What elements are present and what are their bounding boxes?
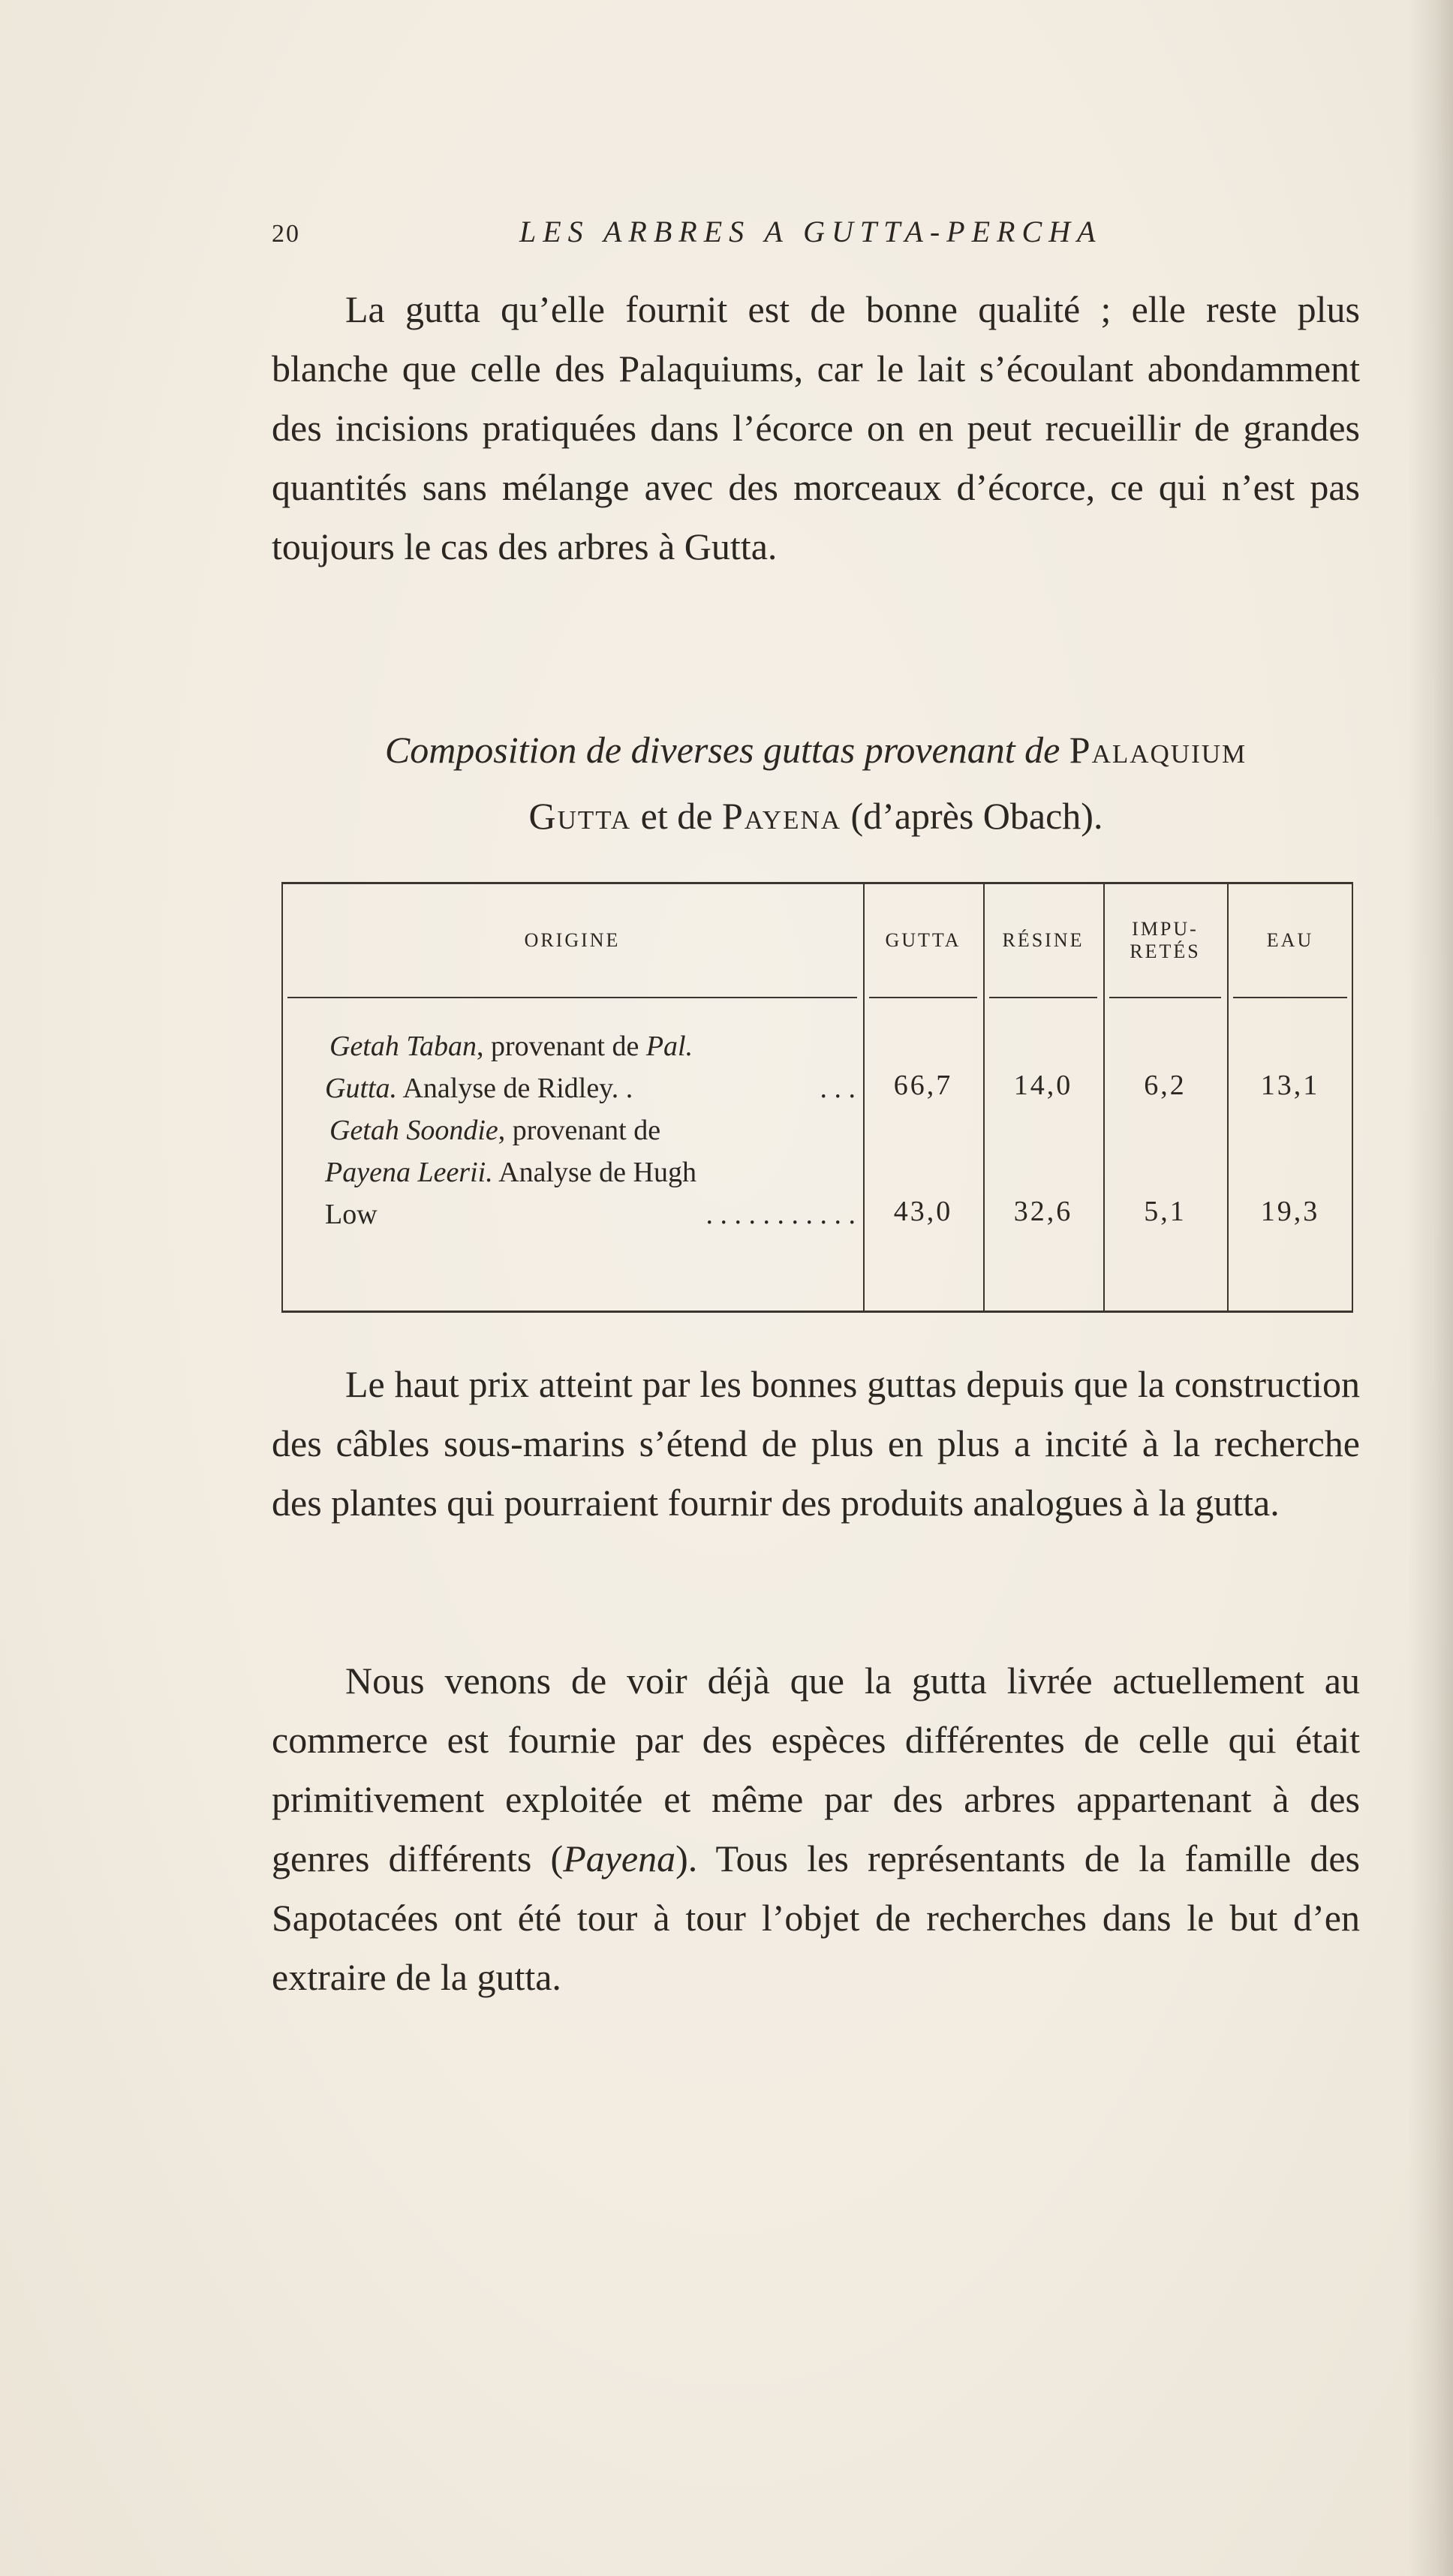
header-impuretes <box>1103 884 1227 997</box>
paragraph-1: La gutta qu’elle fournit est de bonne qualité ; elle reste plus blanche que celle des Palaquiums, car le lait s’écoulant abondamment des incisions pratiquées dans l’écorce on en peut recueillir de grandes quantités sans mélange avec des morceaux d’écorce, ce qui n’est pas toujours le cas des arbres à Gutta. <box>272 288 1360 567</box>
row-2-line-1 <box>281 1109 863 1151</box>
caption-source: (d’après Obach). <box>850 795 1103 837</box>
caption-italic-text: Composition de diverses guttas provenant de <box>384 729 1060 771</box>
caption-genus-palaquium: Palaquium <box>1069 729 1247 771</box>
caption-connector: et de <box>640 795 713 837</box>
row-2-analyst: Analyse de Hugh <box>492 1157 696 1188</box>
row-1-text: , provenant de <box>477 1031 646 1062</box>
row-2-origine <box>281 1109 863 1235</box>
caption-genus-payena: Payena <box>721 795 842 837</box>
row-2-name: Getah Soondie <box>329 1115 498 1146</box>
header-gutta: GUTTA <box>885 929 961 951</box>
header-rule-2 <box>989 997 1097 998</box>
row-2-species: Payena Leerii. <box>325 1157 493 1188</box>
row-1-name: Getah Taban <box>329 1031 477 1062</box>
caption-line-2 <box>272 783 1360 849</box>
paragraph-2: Le haut prix atteint par les bonnes guttas depuis que la construction des câbles sous-marins s’étend de plus en plus a incité à la recherche des plantes qui pourraient fournir des produits analogues à la gutta. <box>272 1363 1360 1524</box>
paragraph-3-part-b: ). Tous les représentants de la famille des Sapotacées ont été tour à tour l’objet de recherches dans le but d’en extraire de la gutta. <box>272 1837 1360 1998</box>
paragraph-3-part-a: Nous venons de voir déjà que la gutta livrée actuellement au commerce est fournie par des espèces différentes de celle qui était primitivement exploitée et même par des arbres appartenant à des genres différents ( <box>272 1660 1360 1879</box>
running-title: LES ARBRES A GUTTA-PERCHA <box>519 215 1103 248</box>
row-2-eau: 19,3 <box>1260 1196 1320 1227</box>
composition-table <box>281 882 1353 1313</box>
row-2-line-3 <box>281 1193 863 1235</box>
row-2-analyst-end: Low <box>325 1199 378 1230</box>
row-2-gutta: 43,0 <box>893 1196 953 1227</box>
row-1-line-2 <box>281 1067 863 1109</box>
paragraph-3 <box>272 1651 1360 2007</box>
row-1-leader-dots: . . . <box>820 1073 856 1104</box>
caption-species-gutta: Gutta <box>528 795 632 837</box>
paragraph-3-genus: Payena <box>563 1837 676 1879</box>
table-caption <box>272 717 1360 849</box>
row-1-line-2-left <box>325 1067 633 1109</box>
caption-line-1 <box>272 717 1360 783</box>
row-2-leader-dots: . . . . . . . . . . . <box>705 1199 856 1230</box>
header-rule-0 <box>287 997 857 998</box>
row-1-impuretes: 6,2 <box>1144 1070 1187 1101</box>
header-origine: ORIGINE <box>524 929 621 951</box>
row-2-line-2 <box>281 1151 863 1193</box>
page-edge-shadow <box>1408 0 1453 2576</box>
row-1-origine <box>281 1025 863 1109</box>
header-rule-4 <box>1233 997 1347 998</box>
header-impuretes-line-2: RETÉS <box>1130 940 1201 962</box>
row-2-text: , provenant de <box>498 1115 661 1146</box>
header-resine: RÉSINE <box>1002 929 1084 951</box>
row-1-analyst: Analyse de Ridley. . <box>397 1073 633 1104</box>
row-2-impuretes: 5,1 <box>1144 1196 1187 1227</box>
row-1-eau: 13,1 <box>1260 1070 1320 1101</box>
page-number: 20 <box>272 220 300 248</box>
header-rule-3 <box>1109 997 1221 998</box>
row-1-resine: 14,0 <box>1013 1070 1073 1101</box>
row-1-genus: Pal. <box>645 1031 693 1062</box>
row-1-species: Gutta. <box>325 1073 398 1104</box>
row-1-gutta: 66,7 <box>893 1070 953 1101</box>
header-eau: EAU <box>1266 929 1314 951</box>
header-impuretes-line-1: IMPU- <box>1132 918 1199 940</box>
header-rule-1 <box>869 997 977 998</box>
row-2-resine: 32,6 <box>1013 1196 1073 1227</box>
running-header <box>272 214 1360 259</box>
row-1-line-1 <box>281 1025 863 1067</box>
